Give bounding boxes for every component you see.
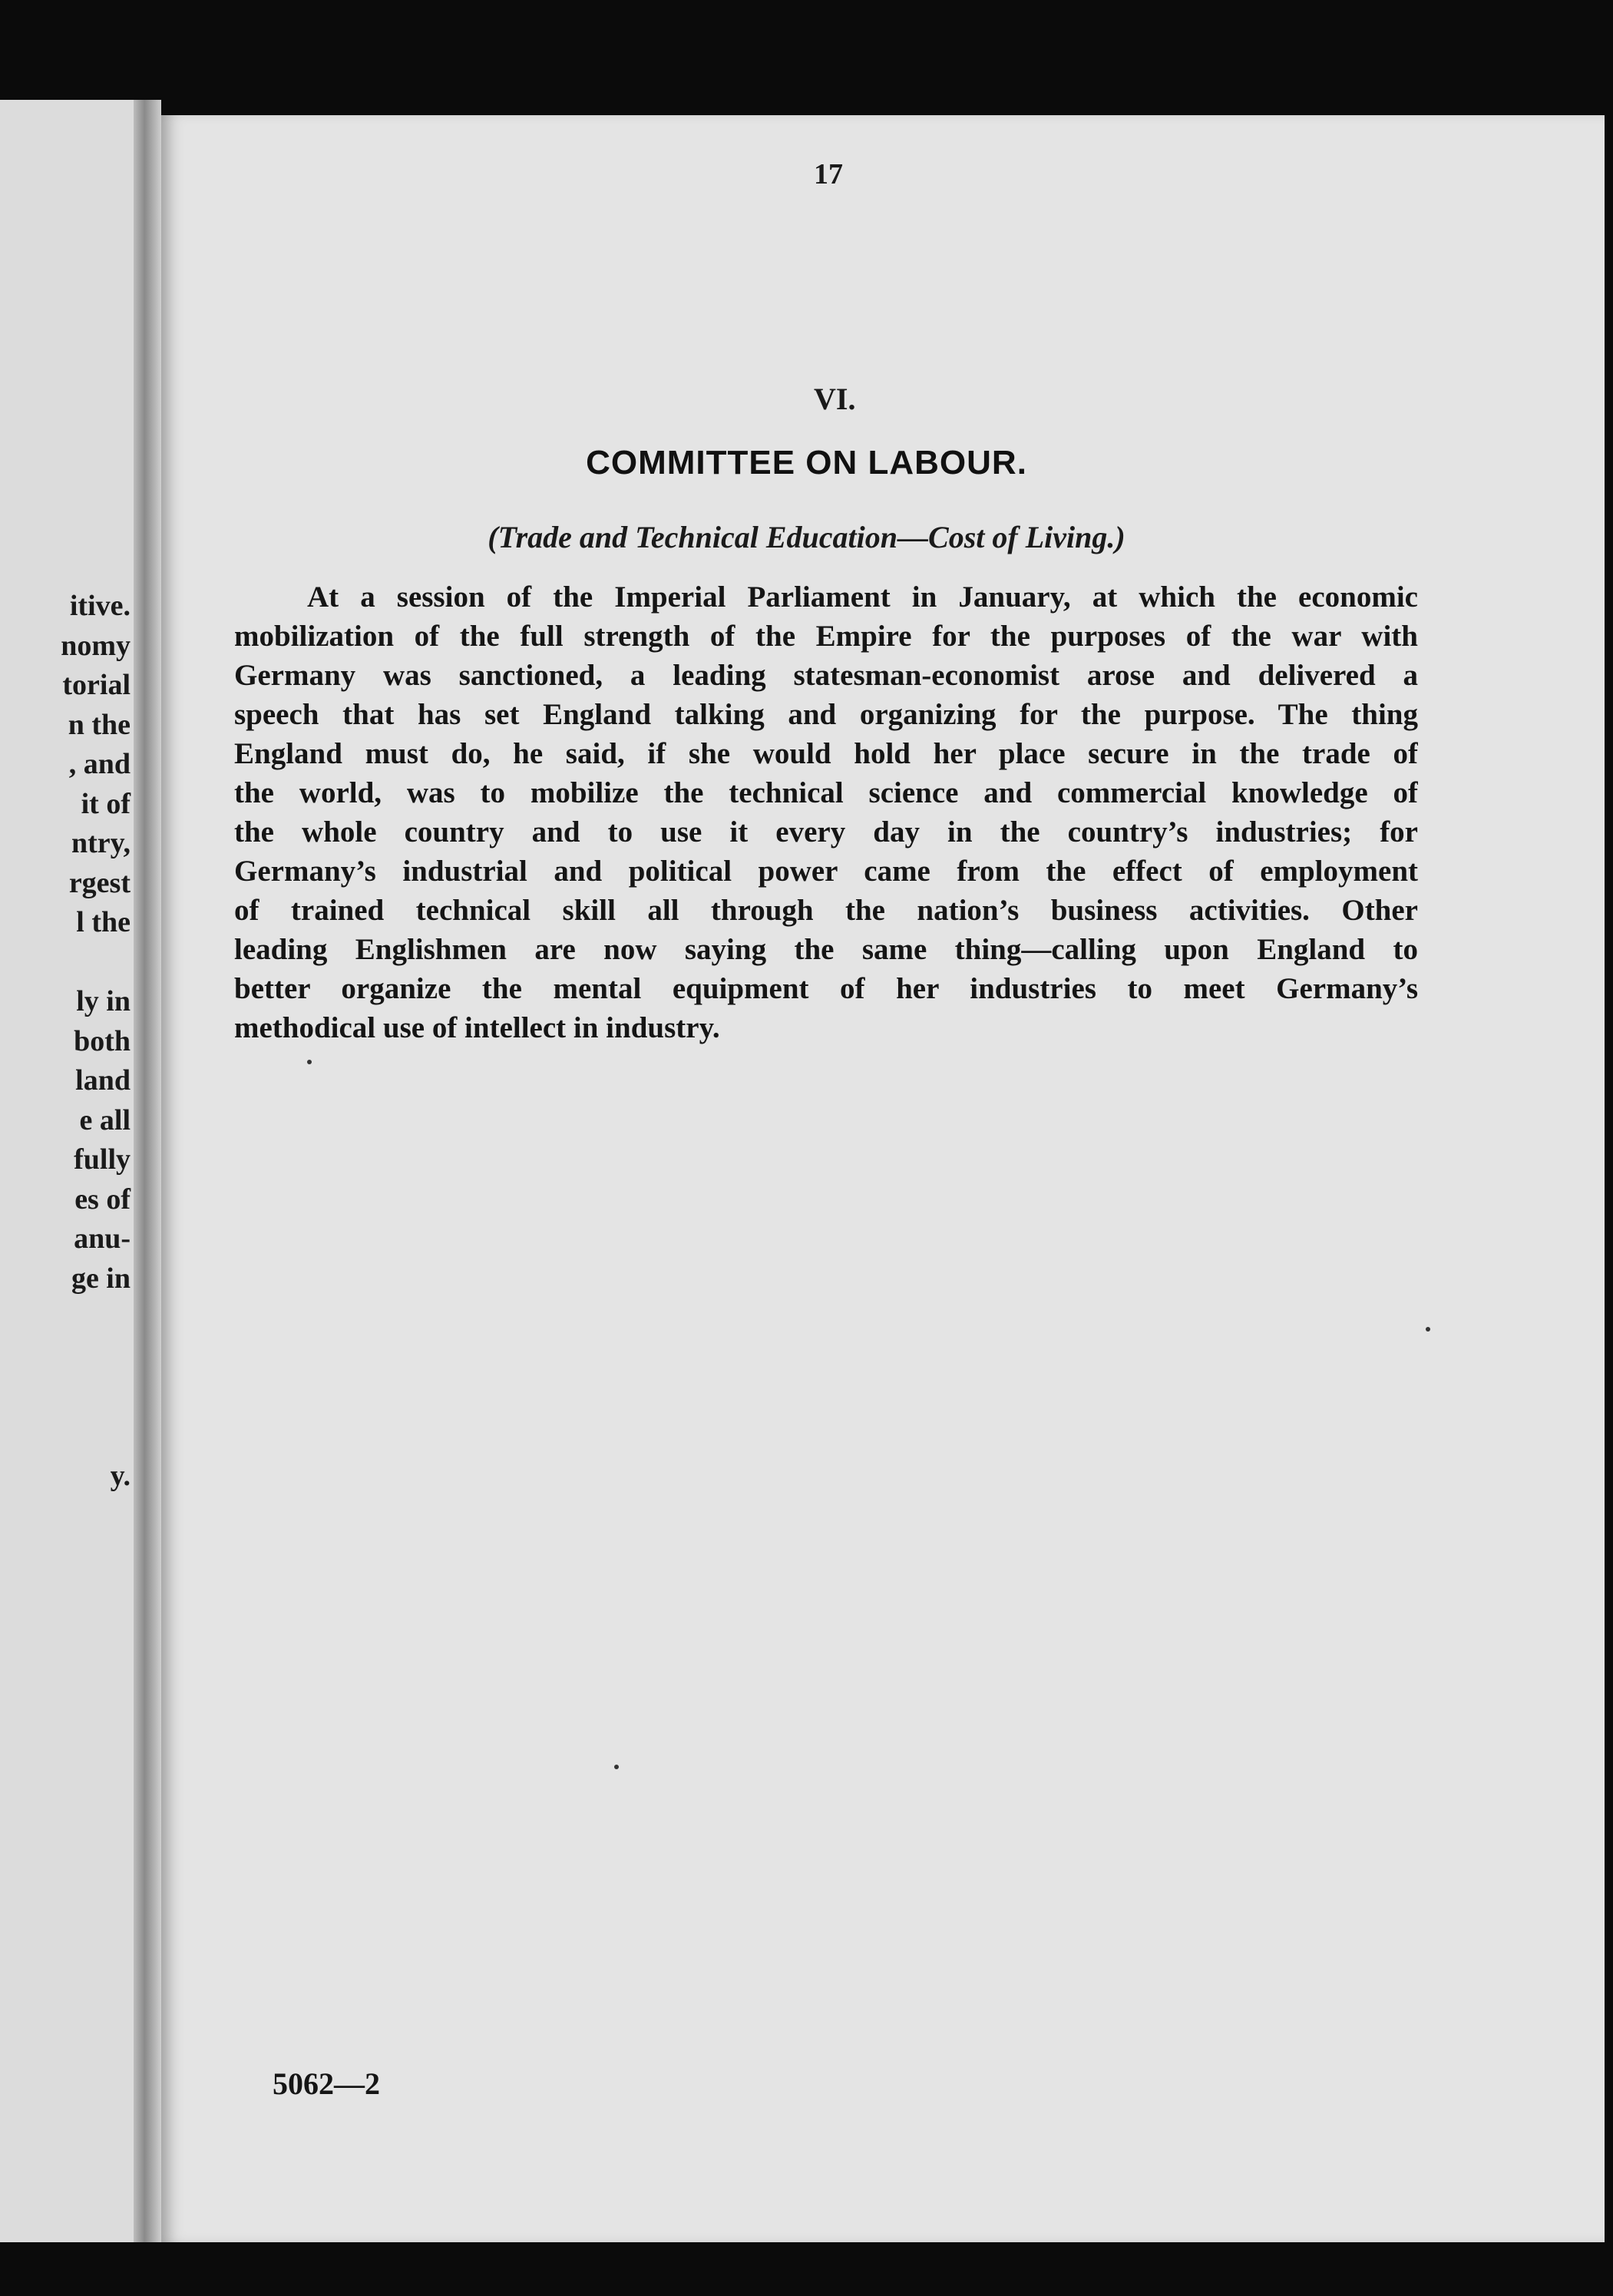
left-page-text-fragment: torial [62, 669, 131, 701]
left-page-text-fragment: itive. [69, 590, 131, 622]
page-number: 17 [814, 158, 843, 190]
paragraph-line: Germany’s industrial and political power came from the effect of employment [234, 855, 1418, 888]
left-page-text-fragment: nomy [61, 629, 131, 662]
left-page-text-fragment: e all [79, 1103, 131, 1136]
left-page-text-fragment: rgest [68, 866, 131, 899]
left-page-text-fragment: es of [74, 1183, 131, 1216]
paragraph-line: the whole country and to use it every day in the country’s industries; for [234, 816, 1418, 849]
previous-page-edge [0, 100, 161, 2242]
paragraph-line: of trained technical skill all through the nation’s business activities. Other [234, 894, 1418, 927]
print-speck [1426, 1327, 1430, 1332]
left-page-text-fragment: n the [68, 708, 131, 741]
left-page-text-fragment: ntry, [71, 827, 131, 859]
page-gutter [134, 100, 161, 2242]
paragraph-line: better organize the mental equipment of her industries to meet Germany’s [234, 972, 1418, 1005]
paragraph-line: methodical use of intellect in industry. [234, 1011, 720, 1044]
section-title: COMMITTEE ON LABOUR. [586, 444, 1027, 481]
paragraph-line: leading Englishmen are now saying the same thing—calling upon England to [234, 933, 1418, 966]
paragraph-line: Germany was sanctioned, a leading statesman-economist arose and delivered a [234, 659, 1418, 692]
paragraph-line: the world, was to mobilize the technical science and commercial knowledge of [234, 776, 1418, 809]
paragraph-line: England must do, he said, if she would hold her place secure in the trade of [234, 737, 1418, 770]
section-number: VI. [814, 382, 856, 416]
left-page-text-fragment: , and [68, 748, 131, 780]
left-page-text-fragment: it of [81, 787, 131, 820]
left-page-text-fragment: fully [74, 1143, 131, 1176]
paragraph-line: mobilization of the full strength of the Empire for the purposes of the war with [234, 620, 1418, 653]
left-page-text-fragment: y. [110, 1460, 131, 1492]
document-page [161, 115, 1605, 2242]
left-page-text-fragment: l the [76, 906, 131, 938]
printer-code: 5062—2 [273, 2066, 380, 2101]
print-speck [614, 1765, 619, 1769]
paragraph-line: speech that has set England talking and organizing for the purpose. The thing [234, 698, 1418, 731]
section-subtitle: (Trade and Technical Education—Cost of Living.) [488, 520, 1125, 554]
left-page-text-fragment: land [75, 1064, 131, 1097]
print-speck [307, 1060, 312, 1064]
paragraph-line: At a session of the Imperial Parliament in January, at which the economic [307, 581, 1418, 614]
left-page-text-fragment: both [74, 1024, 131, 1057]
left-page-text-fragment: ly in [76, 985, 131, 1017]
left-page-text-fragment: anu- [74, 1222, 131, 1255]
left-page-text-fragment: ge in [71, 1262, 131, 1295]
body-paragraph [234, 577, 1418, 1047]
